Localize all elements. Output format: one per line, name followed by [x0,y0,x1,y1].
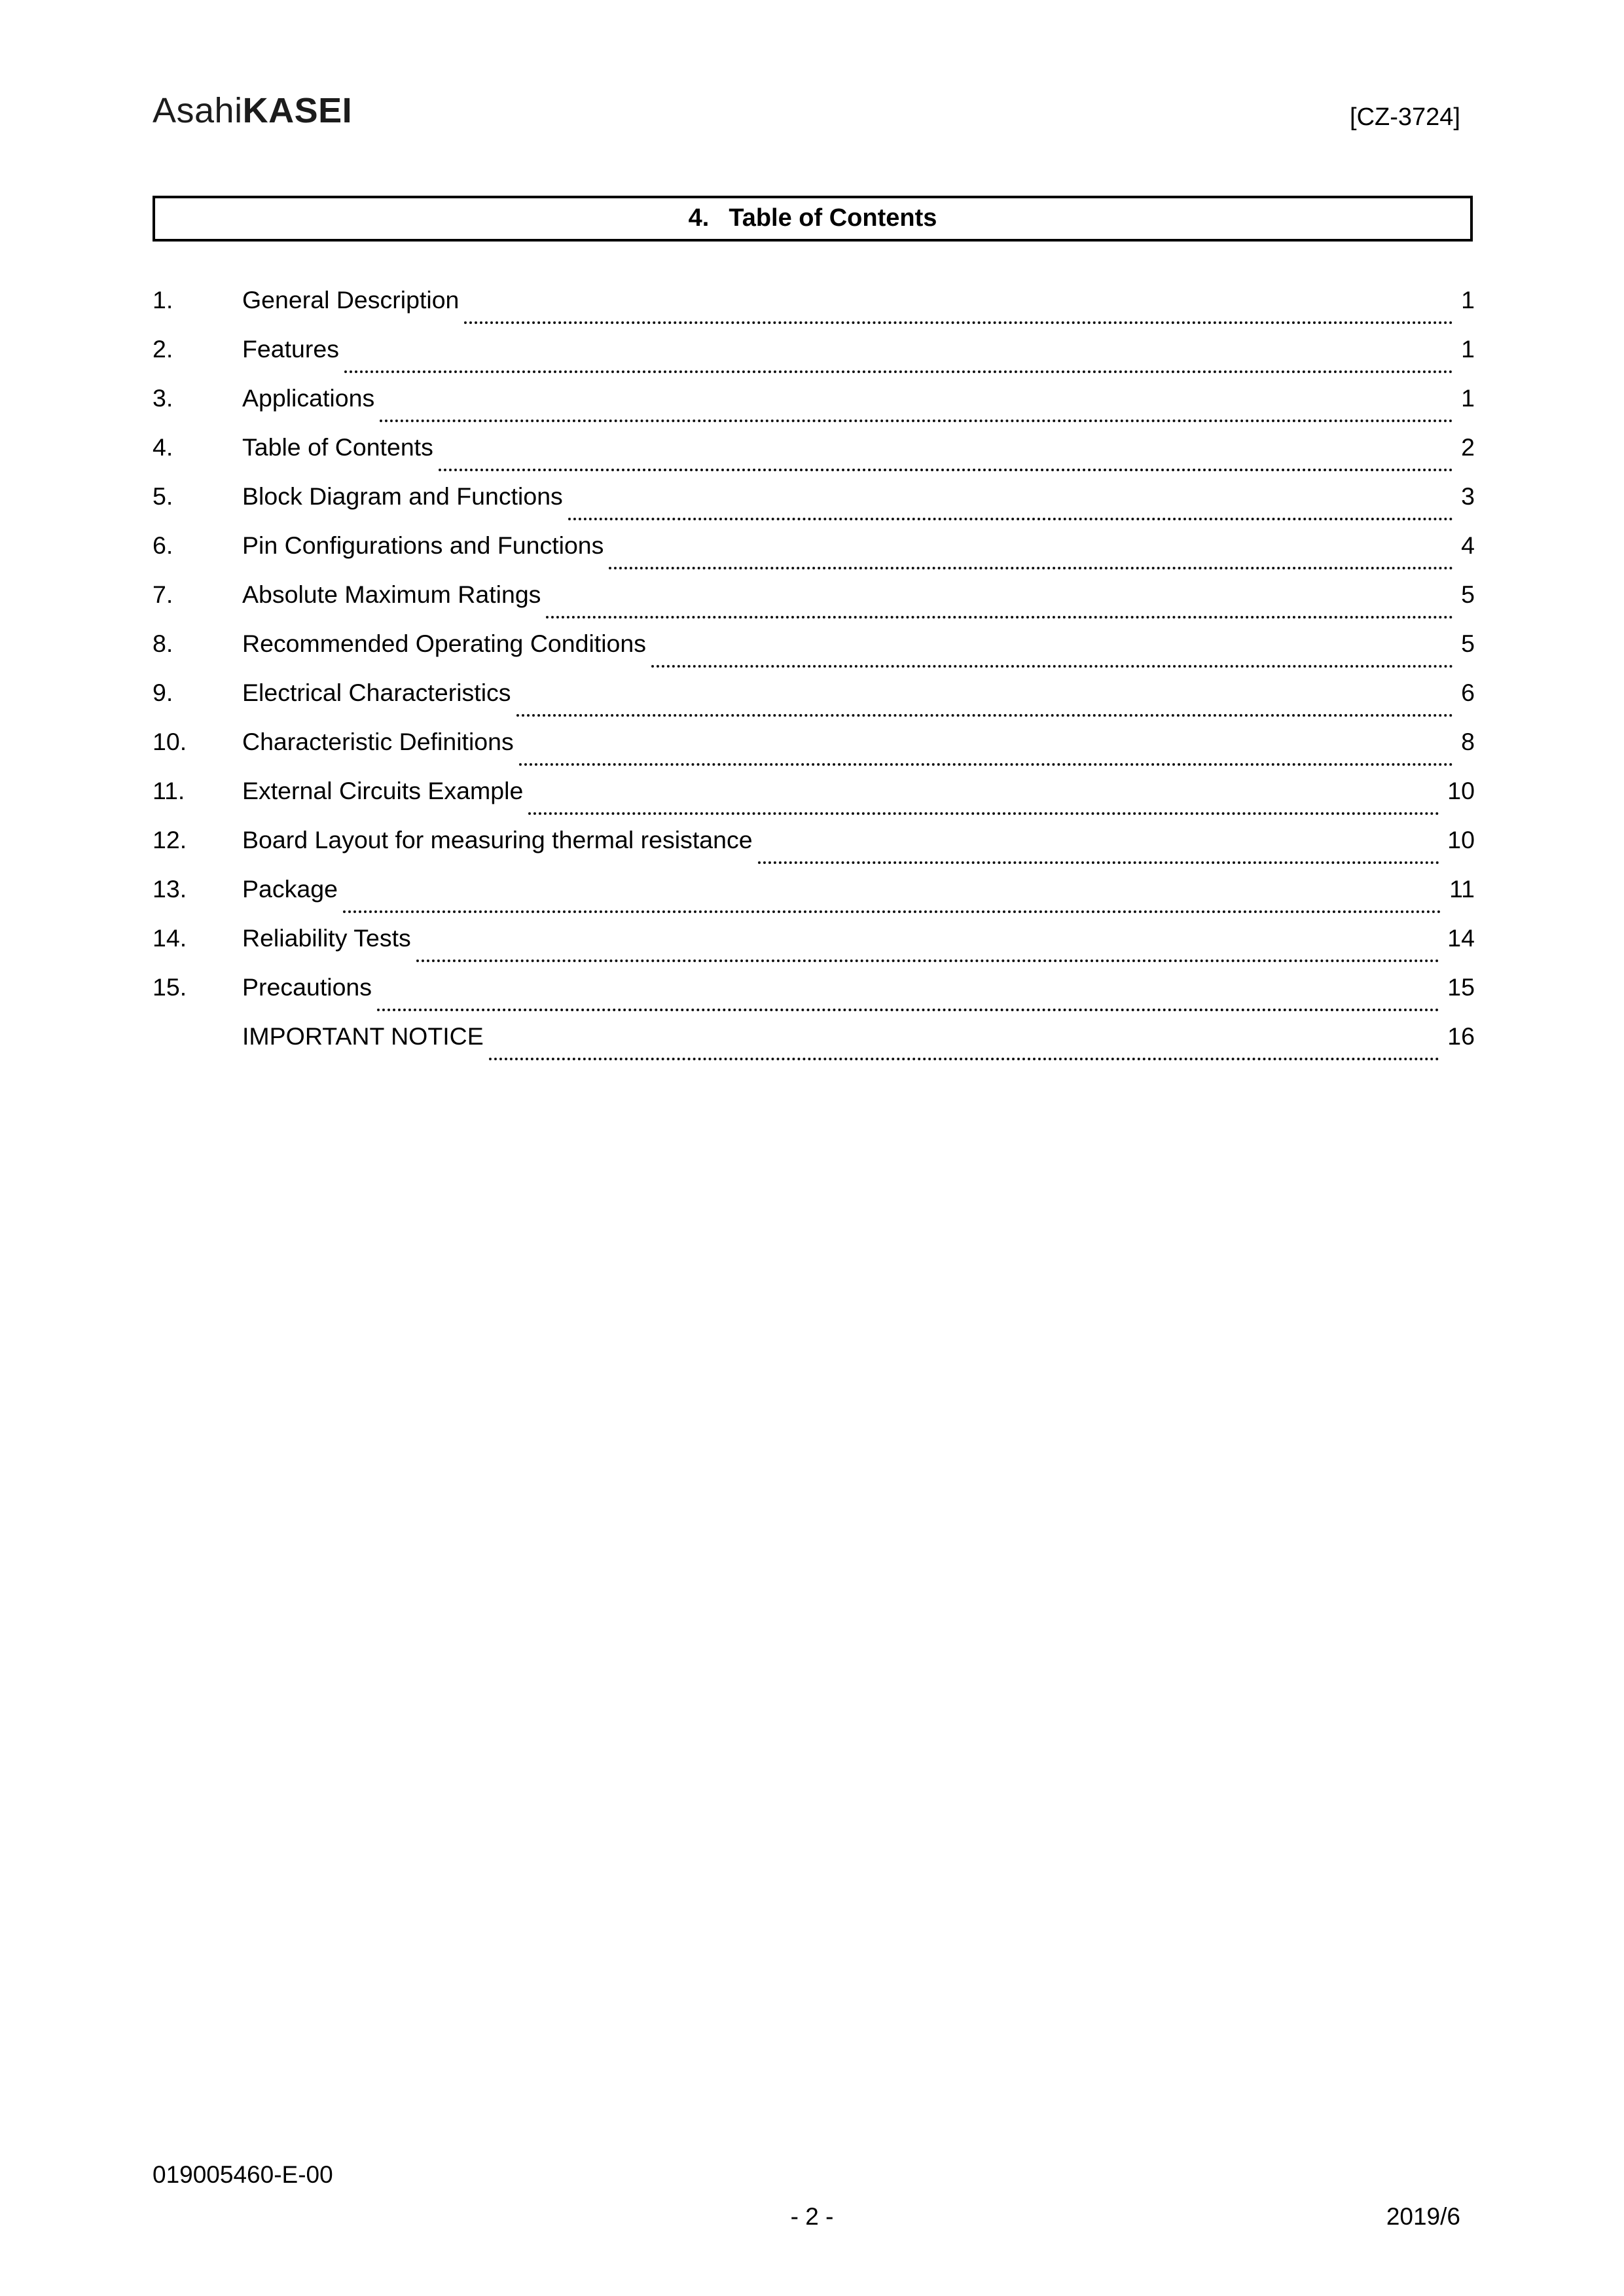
toc-entry [153,384,1475,433]
document-code: [CZ-3724] [1350,103,1460,131]
toc-dotted-leader [516,714,1454,717]
toc-dotted-leader [377,1009,1439,1011]
toc-entry-page: 1 [1461,286,1475,314]
toc-entry-page: 3 [1461,482,1475,510]
toc-dotted-leader [758,861,1440,864]
toc-entry-page: 1 [1461,384,1475,412]
toc-entry-number: 6. [153,531,173,559]
toc-entry-page: 8 [1461,728,1475,755]
toc-entry-number: 13. [153,875,187,903]
toc-entry-title: Electrical Characteristics [242,679,511,706]
toc-entry-page: 4 [1461,531,1475,559]
toc-entry [153,630,1475,679]
section-number: 4. [688,204,710,232]
toc-entry-title: Table of Contents [242,433,433,461]
toc-entry [153,1022,1475,1071]
toc-entry [153,433,1475,482]
toc-entry-number: 3. [153,384,173,412]
toc-entry [153,875,1475,924]
toc-entry-title: Absolute Maximum Ratings [242,581,541,608]
toc-entry-number: 4. [153,433,173,461]
toc-entry [153,286,1475,335]
toc-entry [153,335,1475,384]
toc-dotted-leader [519,763,1453,766]
toc-entry [153,826,1475,875]
section-title: Table of Contents [729,204,937,232]
toc-entry-page: 15 [1447,973,1475,1001]
toc-entry-number: 1. [153,286,173,314]
toc-entry [153,973,1475,1022]
toc-entry [153,777,1475,826]
toc-entry-title: Recommended Operating Conditions [242,630,647,657]
toc-dotted-leader [380,420,1453,422]
toc-entry-number: 12. [153,826,187,853]
toc-entry-number: 8. [153,630,173,657]
toc-entry-page: 14 [1447,924,1475,952]
toc-entry-page: 16 [1447,1022,1475,1050]
toc-entry-title: Board Layout for measuring thermal resistance [242,826,753,853]
toc-entry-page: 5 [1461,581,1475,608]
toc-entry-title: General Description [242,286,460,314]
toc-entry-title: Precautions [242,973,372,1001]
toc-dotted-leader [439,469,1453,471]
toc-dotted-leader [568,518,1453,520]
footer-page-number: - 2 - [790,2203,834,2230]
toc-dotted-leader [464,321,1453,324]
toc-dotted-leader [609,567,1453,569]
toc-entry-page: 6 [1461,679,1475,706]
toc-list [153,286,1475,1071]
toc-entry-title: Reliability Tests [242,924,411,952]
toc-entry-number: 10. [153,728,187,755]
footer-document-number: 019005460-E-00 [153,2161,333,2188]
toc-entry-number: 5. [153,482,173,510]
toc-dotted-leader [489,1058,1440,1060]
asahi-kasei-logo [153,90,352,131]
logo-text-asahi: Asahi [153,91,243,130]
toc-entry-number: 9. [153,679,173,706]
toc-entry-page: 10 [1447,826,1475,853]
toc-entry [153,531,1475,581]
toc-dotted-leader [546,616,1453,619]
toc-entry-number: 11. [153,777,185,804]
toc-entry [153,482,1475,531]
toc-entry-page: 1 [1461,335,1475,363]
toc-entry-number: 15. [153,973,187,1001]
toc-entry [153,679,1475,728]
toc-entry-title: Characteristic Definitions [242,728,514,755]
section-title-box [153,196,1473,242]
toc-entry-title: Package [242,875,338,903]
toc-entry-page: 5 [1461,630,1475,657]
toc-dotted-leader [651,665,1453,668]
toc-entry-number: 14. [153,924,187,952]
toc-entry-number: 2. [153,335,173,363]
toc-dotted-leader [343,910,1441,913]
logo-text-kasei: KASEI [242,91,353,130]
toc-entry-page: 2 [1461,433,1475,461]
toc-entry [153,924,1475,973]
toc-entry-page: 10 [1447,777,1475,804]
toc-entry-page: 11 [1449,875,1475,903]
toc-entry-title: Applications [242,384,375,412]
toc-dotted-leader [344,370,1453,373]
toc-entry-number: 7. [153,581,173,608]
toc-entry-title: Block Diagram and Functions [242,482,563,510]
toc-entry [153,728,1475,777]
footer-date: 2019/6 [1386,2203,1460,2230]
toc-entry-title: IMPORTANT NOTICE [242,1022,484,1050]
toc-entry-title: External Circuits Example [242,777,524,804]
toc-entry-title: Pin Configurations and Functions [242,531,604,559]
toc-dotted-leader [416,960,1440,962]
toc-entry-title: Features [242,335,339,363]
toc-entry [153,581,1475,630]
toc-dotted-leader [528,812,1439,815]
